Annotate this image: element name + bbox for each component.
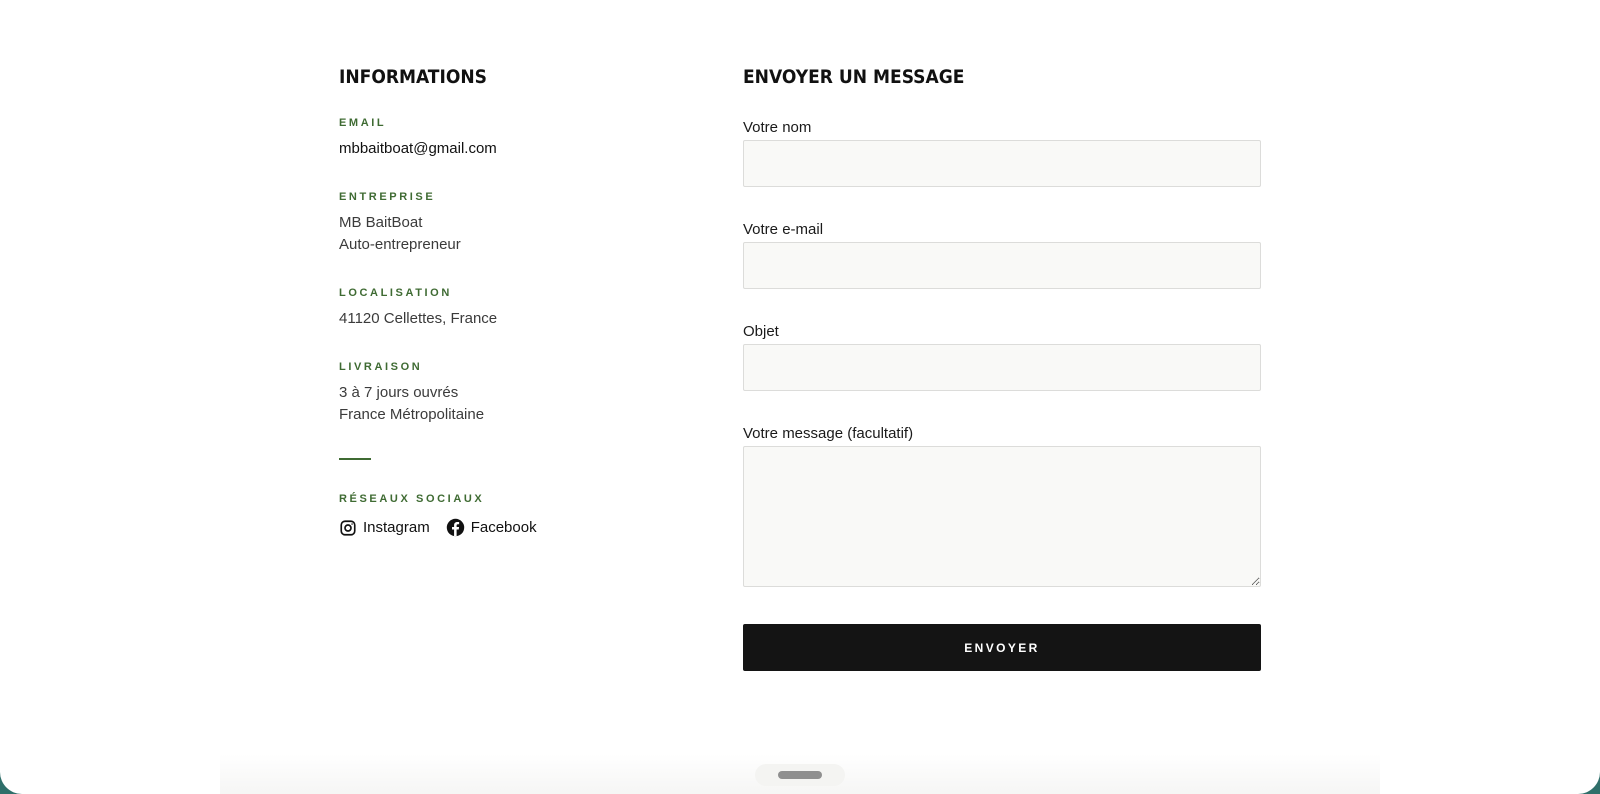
facebook-link[interactable] (446, 518, 537, 537)
name-label: Votre nom (743, 119, 812, 136)
name-field-group (743, 118, 1261, 187)
message-textarea[interactable] (743, 446, 1261, 587)
delivery-time: 3 à 7 jours ouvrés (339, 384, 459, 401)
delivery-area: France Métropolitaine (339, 406, 485, 423)
company-name: MB BaitBoat (339, 214, 423, 231)
send-button[interactable]: ENVOYER (743, 624, 1261, 671)
instagram-icon (339, 519, 357, 537)
company-label: ENTREPRISE (339, 191, 436, 203)
email-label: EMAIL (339, 117, 387, 129)
email-field-label: Votre e-mail (743, 221, 824, 238)
email-input[interactable] (743, 242, 1261, 289)
location-value: 41120 Cellettes, France (339, 310, 498, 327)
contact-form-section (743, 62, 1261, 671)
name-input[interactable] (743, 140, 1261, 187)
email-field-group (743, 220, 1261, 289)
location-block (339, 286, 699, 330)
company-status: Auto-entrepreneur (339, 236, 461, 253)
message-field-group (743, 424, 1261, 587)
social-links (339, 518, 699, 537)
location-label: LOCALISATION (339, 287, 452, 299)
email-block (339, 116, 699, 160)
instagram-link[interactable] (339, 519, 430, 537)
delivery-value (339, 382, 699, 426)
scroll-handle-track (755, 764, 845, 786)
subject-field-group (743, 322, 1261, 391)
form-heading: ENVOYER UN MESSAGE (743, 66, 965, 88)
email-value[interactable]: mbbaitboat@gmail.com (339, 140, 497, 157)
delivery-block (339, 360, 699, 426)
company-block (339, 190, 699, 256)
instagram-label: Instagram (363, 519, 430, 536)
facebook-icon (446, 518, 465, 537)
subject-input[interactable] (743, 344, 1261, 391)
facebook-label: Facebook (470, 519, 537, 536)
social-label: RÉSEAUX SOCIAUX (339, 493, 485, 505)
contact-form (743, 118, 1261, 671)
message-label: Votre message (facultatif) (743, 425, 914, 442)
company-value (339, 212, 699, 256)
info-heading: INFORMATIONS (339, 66, 487, 88)
scroll-handle[interactable] (778, 771, 822, 779)
subject-label: Objet (743, 323, 779, 340)
social-block (339, 492, 699, 537)
delivery-label: LIVRAISON (339, 361, 423, 373)
accent-divider (339, 458, 371, 460)
info-section (339, 62, 699, 537)
